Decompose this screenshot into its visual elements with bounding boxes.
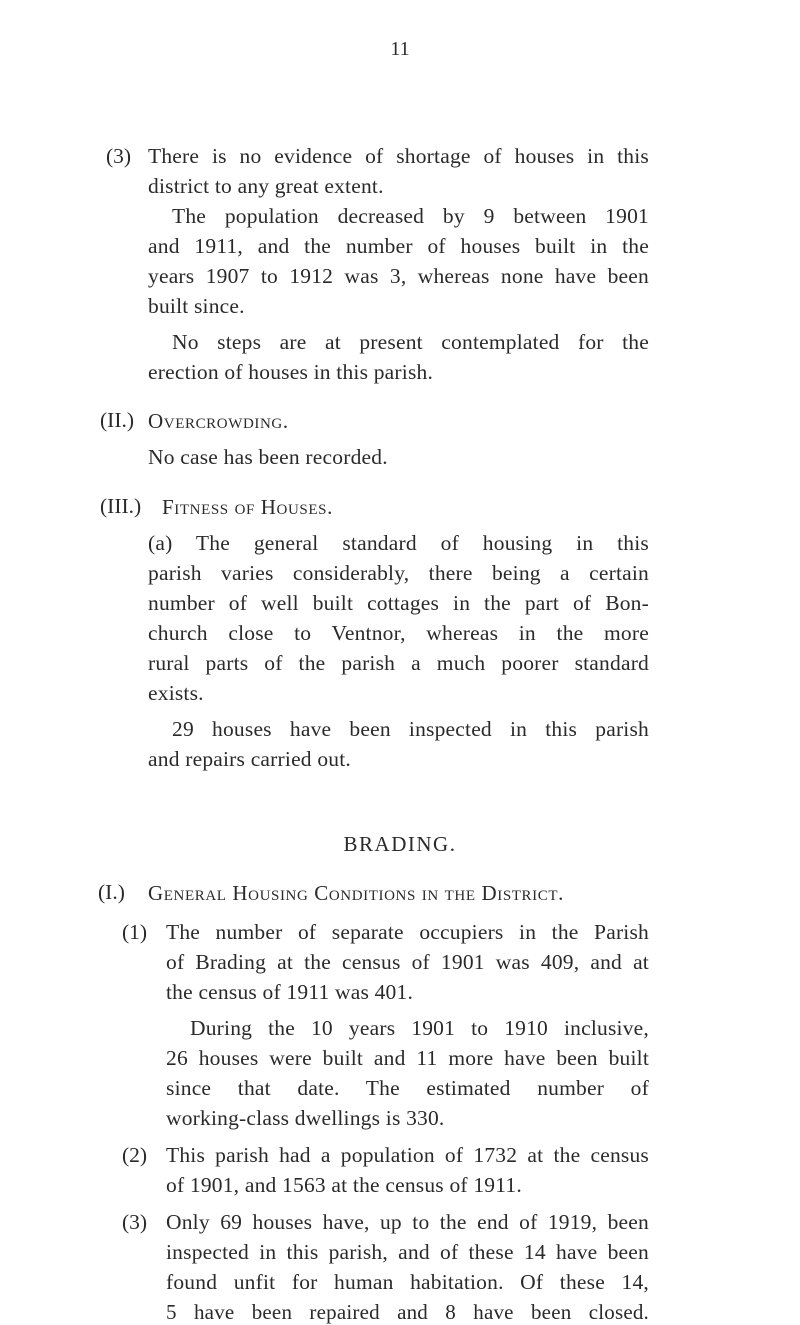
section-heading: Fitness of Houses. — [162, 495, 333, 519]
section-heading: Overcrowding. — [148, 409, 289, 433]
paragraph-line: No case has been recorded. — [148, 445, 388, 469]
paragraph-line: Only 69 houses have, up to the end of 1919, been — [166, 1210, 649, 1234]
section-label: (I.) — [98, 880, 125, 904]
item-label: (3) — [122, 1210, 148, 1234]
paragraph-line: No steps are at present contemplated for the — [172, 330, 649, 354]
paragraph-line: district to any great extent. — [148, 174, 384, 198]
paragraph-line: This parish had a population of 1732 at the census — [166, 1143, 649, 1167]
paragraph-line: church close to Ventnor, whereas in the more — [148, 621, 649, 645]
paragraph-line: erection of houses in this parish. — [148, 360, 434, 384]
paragraph-line: working-class dwellings is 330. — [166, 1106, 445, 1130]
paragraph-line: and repairs carried out. — [148, 747, 351, 771]
paragraph-line: The population decreased by 9 between 1901 — [172, 204, 649, 228]
paragraph-line: exists. — [148, 681, 204, 705]
paragraph-line: The number of separate occupiers in the Parish — [166, 920, 649, 944]
paragraph-line: parish varies considerably, there being a certain — [148, 561, 649, 585]
paragraph-line: the census of 1911 was 401. — [166, 980, 414, 1004]
paragraph-line: of 1901, and 1563 at the census of 1911. — [166, 1173, 522, 1197]
paragraph-line: of Brading at the census of 1901 was 409, and at — [166, 950, 649, 974]
item-label: (3) — [106, 144, 132, 168]
paragraph-line: and 1911, and the number of houses built in the — [148, 234, 649, 258]
item-label: (2) — [122, 1143, 148, 1167]
paragraph-line: 29 houses have been inspected in this parish — [172, 717, 649, 741]
section-heading: General Housing Conditions in the District. — [148, 881, 564, 905]
page-number: 11 — [390, 38, 410, 60]
paragraph-line: inspected in this parish, and of these 14 have been — [166, 1240, 649, 1264]
item-label: (1) — [122, 920, 148, 944]
paragraph-line: found unfit for human habitation. Of these 14, — [166, 1270, 649, 1294]
section-label: (III.) — [100, 494, 142, 518]
paragraph-line: During the 10 years 1901 to 1910 inclusive, — [190, 1016, 649, 1040]
paragraph-line: (a) The general standard of housing in this — [148, 531, 649, 555]
paragraph-line: There is no evidence of shortage of houses in this — [148, 144, 649, 168]
paragraph-line: number of well built cottages in the part of Bon- — [148, 591, 649, 615]
paragraph-line: rural parts of the parish a much poorer standard — [148, 651, 649, 675]
paragraph-line: 26 houses were built and 11 more have been built — [166, 1046, 649, 1070]
paragraph-line: since that date. The estimated number of — [166, 1076, 649, 1100]
section-title: BRADING. — [343, 832, 457, 856]
section-label: (II.) — [100, 408, 135, 432]
paragraph-line: years 1907 to 1912 was 3, whereas none have been — [148, 264, 649, 288]
paragraph-line: built since. — [148, 294, 245, 318]
paragraph-line: 5 have been repaired and 8 have been closed. — [166, 1300, 649, 1324]
